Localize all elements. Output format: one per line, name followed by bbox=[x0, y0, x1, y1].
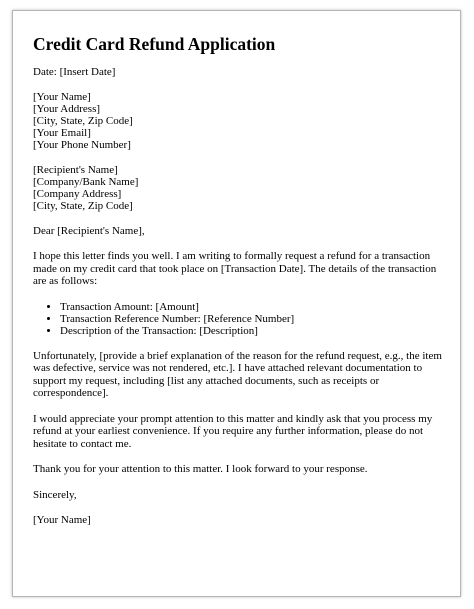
letter-title: Credit Card Refund Application bbox=[33, 34, 276, 54]
salutation: Dear [Recipient's Name], bbox=[33, 225, 145, 237]
detail-description: • Description of the Transaction: [Description] bbox=[60, 325, 443, 337]
closing: Sincerely, bbox=[33, 488, 77, 501]
transaction-details-list bbox=[33, 301, 443, 337]
sender-block bbox=[33, 91, 443, 151]
signature: [Your Name] bbox=[33, 513, 91, 526]
detail-reference: • Transaction Reference Number: [Reference Number] bbox=[60, 313, 443, 325]
date-line: Date: [Insert Date] bbox=[33, 66, 116, 78]
letter-content bbox=[33, 33, 443, 526]
sender-address: [Your Address] bbox=[33, 103, 101, 115]
recipient-block bbox=[33, 164, 443, 212]
recipient-city-state-zip: [City, State, Zip Code] bbox=[33, 200, 133, 212]
sender-city-state-zip: [City, State, Zip Code] bbox=[33, 115, 133, 127]
sender-phone: [Your Phone Number] bbox=[33, 139, 131, 151]
thanks-paragraph: Thank you for your attention to this matter. I look forward to your response. bbox=[33, 463, 368, 475]
letter-page bbox=[12, 10, 461, 597]
sender-name: [Your Name] bbox=[33, 91, 91, 103]
request-paragraph: I would appreciate your prompt attention to this matter and kindly ask that you process my refund at your earliest convenience. If you require any further information, please do not hesitate to contact me. bbox=[33, 412, 433, 450]
recipient-company: [Company/Bank Name] bbox=[33, 176, 139, 188]
recipient-address: [Company Address] bbox=[33, 188, 122, 200]
reason-paragraph: Unfortunately, [provide a brief explanation of the reason for the refund request, e.g., the item was defective, service was not rendered, etc.]. I have attached relevant documentation to support my request, including [list any attached documents, such as receipts or correspondence]. bbox=[33, 349, 442, 399]
sender-email: [Your Email] bbox=[33, 127, 91, 139]
intro-paragraph: I hope this letter finds you well. I am writing to formally request a refund for a transaction made on my credit card that took place on [Transaction Date]. The details of the transaction are as follows: bbox=[33, 250, 437, 287]
recipient-name: [Recipient's Name] bbox=[33, 164, 118, 176]
detail-amount: • Transaction Amount: [Amount] bbox=[60, 301, 443, 313]
